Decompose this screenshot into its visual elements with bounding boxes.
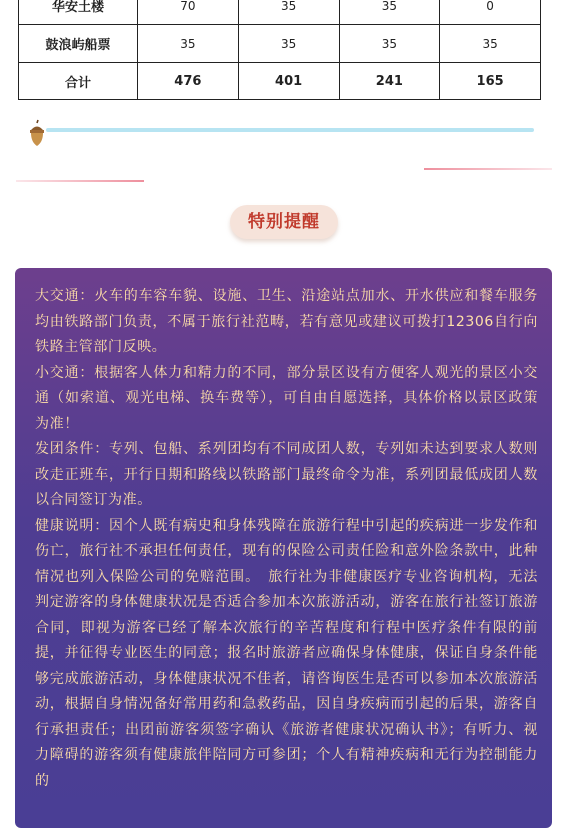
notice-paragraph: 小交通：根据客人体力和精力的不同，部分景区设有方便客人观光的景区小交通（如索道、观光电梯、换车费等），可自由自愿选择，具体价格以景区政策为准！ [35, 364, 538, 432]
table-cell: 70 [138, 0, 239, 25]
table-cell: 35 [238, 0, 339, 25]
divider-line [46, 128, 534, 132]
total-cell: 241 [339, 63, 440, 100]
table-cell: 35 [339, 25, 440, 63]
notice-paragraph: 健康说明：因个人既有病史和身体残障在旅游行程中引起的疾病进一步发作和伤亡，旅行社不承担任何责任，现有的保险公司责任险和意外险条款中，此种情况也列入保险公司的免赔范围。 旅行社为非健康医疗专业咨询机构，无法判定游客的身体健康状况是否适合参加本次旅游活动，游客在旅行社签订旅游合同，即视为游客已经了解本次旅行的辛苦程度和行程中医疗条件有限的前提，并征得专业医生的同意；报名时旅游者应确保身体健康，保证自身条件能够完成旅游活动，身体健康状况不佳者，请咨询医生是否可以参加本次旅游活动，根据自身情况备好常用药和急救药品，因自身疾病而引起的后果，游客自行承担责任；出团前游客须签字确认《旅游者健康状况确认书》；有听力、视力障碍的游客须有健康旅伴陪同方可参团；个人有精神疾病和无行为控制能力的 [35, 517, 538, 789]
decorative-line [16, 180, 144, 182]
row-name: 华安土楼 [19, 0, 138, 25]
total-row [19, 63, 541, 100]
table-row [19, 25, 541, 63]
notice-paragraph: 大交通：火车的车容车貌、设施、卫生、沿途站点加水、开水供应和餐车服务均由铁路部门负责，不属于旅行社范畴，若有意见或建议可拨打12306自行向铁路主管部门反映。 [35, 288, 538, 355]
table-cell: 35 [339, 0, 440, 25]
section-title: 特别提醒 [230, 205, 338, 239]
total-label: 合计 [19, 63, 138, 100]
notice-box [15, 268, 552, 828]
decorative-line [424, 168, 552, 170]
table-cell: 35 [138, 25, 239, 63]
table-cell: 35 [440, 25, 541, 63]
price-table [18, 0, 541, 100]
total-cell: 165 [440, 63, 541, 100]
total-cell: 476 [138, 63, 239, 100]
notice-paragraph: 发团条件：专列、包船、系列团均有不同成团人数，专列如未达到要求人数则改走正班车，开行日期和路线以铁路部门最终命令为准，系列团最低成团人数以合同签订为准。 [35, 441, 538, 508]
table-row [19, 0, 541, 25]
table-cell: 35 [238, 25, 339, 63]
row-name: 鼓浪屿船票 [19, 25, 138, 63]
table-cell: 0 [440, 0, 541, 25]
acorn-icon [27, 119, 47, 147]
total-cell: 401 [238, 63, 339, 100]
